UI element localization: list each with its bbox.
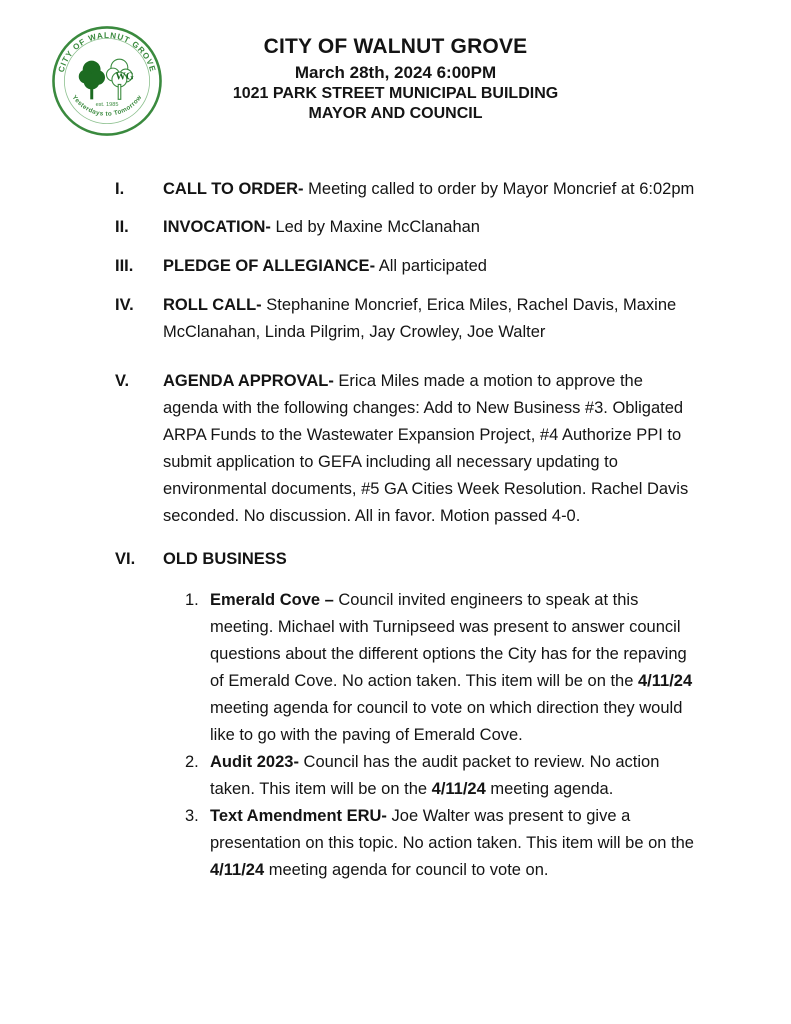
document-header <box>0 0 791 124</box>
list-item-emerald-cove <box>185 587 698 749</box>
agenda-item-roll-call <box>115 292 698 346</box>
agenda-text: CALL TO ORDER- Meeting called to order by Mayor Moncrief at 6:02pm <box>163 179 695 198</box>
agenda-text: AGENDA APPROVAL- Erica Miles made a motion to approve the agenda with the following changes: Add to New Business #3. Obligated ARPA Funds to the Wastewater Expansion Project, #4 Authorize PPI to submit application to GEFA including all necessary updating to environmental documents, #5 GA Cities Week Resolution. Rachel Davis seconded. No discussion. All in favor. Motion passed 4-0. <box>163 371 689 525</box>
item-number: 3. <box>185 806 199 825</box>
seal-arc-top-text: CITY OF WALNUT GROVE <box>56 30 158 74</box>
agenda-numeral: IV. <box>115 295 134 314</box>
agenda-numeral: I. <box>115 179 125 198</box>
agenda-numeral: II. <box>115 217 129 236</box>
item-text: Emerald Cove – Council invited engineers to speak at this meeting. Michael with Turnipseed was present to answer council questions about the different options the City has for the repaving of Emerald Cove. No action taken. This item will be on the 4/11/24 meeting agenda for council to vote on which direction they would like to go with the paving of Emerald Cove. <box>210 590 693 744</box>
seal-outer-ring <box>53 27 160 134</box>
item-text: Text Amendment ERU- Joe Walter was present to give a presentation on this topic. No action taken. This item will be on the 4/11/24 meeting agenda for council to vote on. <box>210 806 694 879</box>
agenda-item-old-business <box>115 546 698 573</box>
seal-established-text: est. 1985 <box>95 101 119 108</box>
seal-tree-filled-icon <box>79 61 105 100</box>
list-item-audit-2023 <box>185 749 698 803</box>
agenda-text: INVOCATION- Led by Maxine McClanahan <box>163 217 480 236</box>
page-title: CITY OF WALNUT GROVE <box>263 35 528 58</box>
meeting-datetime: March 28th, 2024 6:00PM <box>294 63 497 83</box>
seal-motto-text: Yesterdays to Tomorrow <box>70 94 144 118</box>
agenda-item-call-to-order <box>115 176 698 203</box>
agenda-item-invocation <box>115 214 698 241</box>
agenda-numeral: VI. <box>115 549 136 568</box>
item-number: 1. <box>185 590 199 609</box>
list-item-text-amendment-eru <box>185 803 698 884</box>
old-business-list <box>185 587 698 884</box>
item-text: Audit 2023- Council has the audit packet to review. No action taken. This item will be on the 4/11/24 meeting agenda. <box>210 752 660 798</box>
meeting-address: 1021 PARK STREET MUNICIPAL BUILDING <box>232 84 559 102</box>
agenda-item-pledge <box>115 253 698 280</box>
agenda-numeral: III. <box>115 256 134 275</box>
agenda-text: ROLL CALL- Stephanine Moncrief, Erica Miles, Rachel Davis, Maxine McClanahan, Linda Pilgrim, Jay Crowley, Joe Walter <box>163 295 677 341</box>
minutes-body <box>0 124 791 884</box>
agenda-item-agenda-approval <box>115 368 698 530</box>
seal-initials: WG <box>115 71 134 83</box>
item-number: 2. <box>185 752 199 771</box>
agenda-text: OLD BUSINESS <box>163 549 287 568</box>
meeting-body-name: MAYOR AND COUNCIL <box>308 104 483 122</box>
agenda-numeral: V. <box>115 371 130 390</box>
agenda-text: PLEDGE OF ALLEGIANCE- All participated <box>163 256 487 275</box>
city-seal-logo <box>50 24 164 138</box>
